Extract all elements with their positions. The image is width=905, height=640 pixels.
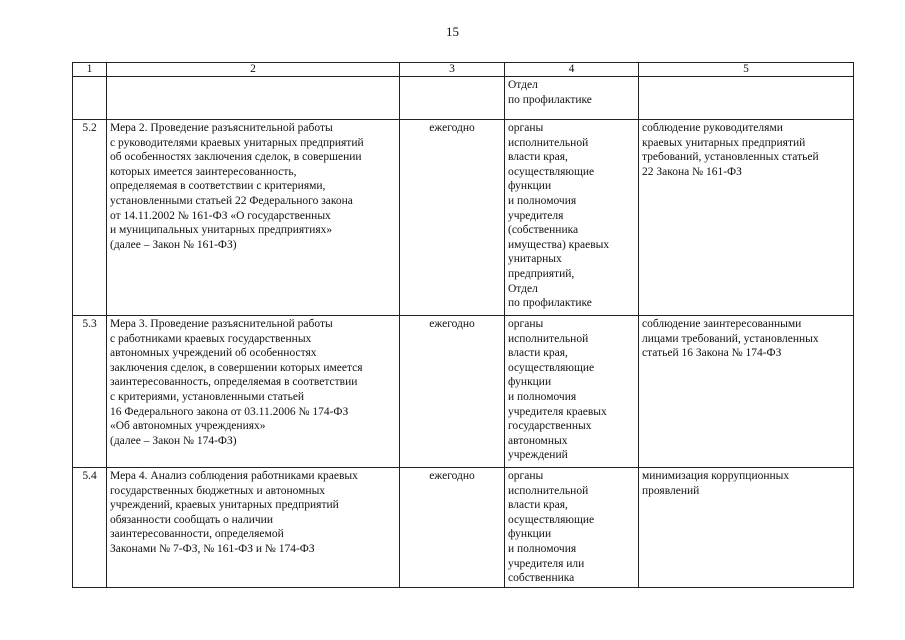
frequency — [400, 77, 505, 120]
table-row — [73, 120, 854, 316]
frequency: ежегодно — [400, 316, 505, 468]
header-row — [73, 63, 854, 77]
result-text: соблюдение заинтересованными лицами требований, установленных статьей 16 Закона № 174-ФЗ — [639, 316, 854, 468]
measures-table — [72, 62, 854, 588]
executor-text: органы исполнительной власти края, осуществляющие функции и полномочия учредителя краевых государственных автономных учреждений — [505, 316, 639, 468]
result-text — [639, 77, 854, 120]
executor-text: органы исполнительной власти края, осуществляющие функции и полномочия учредителя или собственника — [505, 468, 639, 588]
table-row — [73, 316, 854, 468]
header-col-4: 4 — [505, 63, 639, 77]
measure-text: Мера 3. Проведение разъяснительной работы с работниками краевых государственных автономных учреждений об особенностях заключения сделок, в совершении которых имеется заинтересованность, определяемая в соответствии с критериями, установленными статьей 16 Федерального закона от 03.11.2006 № 174-ФЗ «Об автономных учреждениях» (далее – Закон № 174-ФЗ) — [107, 316, 400, 468]
header-col-5: 5 — [639, 63, 854, 77]
row-number: 5.3 — [73, 316, 107, 468]
header-col-2: 2 — [107, 63, 400, 77]
header-col-1: 1 — [73, 63, 107, 77]
result-text: минимизация коррупционных проявлений — [639, 468, 854, 588]
page-number: 15 — [446, 24, 459, 39]
table-row — [73, 468, 854, 588]
executor-text: органы исполнительной власти края, осуществляющие функции и полномочия учредителя (собственника имущества) краевых унитарных предприятий, Отдел по профилактике — [505, 120, 639, 316]
table-row — [73, 77, 854, 120]
frequency: ежегодно — [400, 120, 505, 316]
row-number: 5.2 — [73, 120, 107, 316]
measure-text: Мера 4. Анализ соблюдения работниками краевых государственных бюджетных и автономных учреждений, краевых унитарных предприятий обязанности сообщать о наличии заинтересованности, определяемой Законами № 7-ФЗ, № 161-ФЗ и № 174-ФЗ — [107, 468, 400, 588]
frequency: ежегодно — [400, 468, 505, 588]
row-number: 5.4 — [73, 468, 107, 588]
result-text: соблюдение руководителями краевых унитарных предприятий требований, установленных статьей 22 Закона № 161-ФЗ — [639, 120, 854, 316]
row-number — [73, 77, 107, 120]
measure-text — [107, 77, 400, 120]
measure-text: Мера 2. Проведение разъяснительной работы с руководителями краевых унитарных предприятий об особенностях заключения сделок, в совершении которых имеется заинтересованность, определяемая в соответствии с критериями, установленными статьей 22 Федерального закона от 14.11.2002 № 161-ФЗ «О государственных и муниципальных унитарных предприятиях» (далее – Закон № 161-ФЗ) — [107, 120, 400, 316]
executor-text: Отдел по профилактике — [505, 77, 639, 120]
header-col-3: 3 — [400, 63, 505, 77]
